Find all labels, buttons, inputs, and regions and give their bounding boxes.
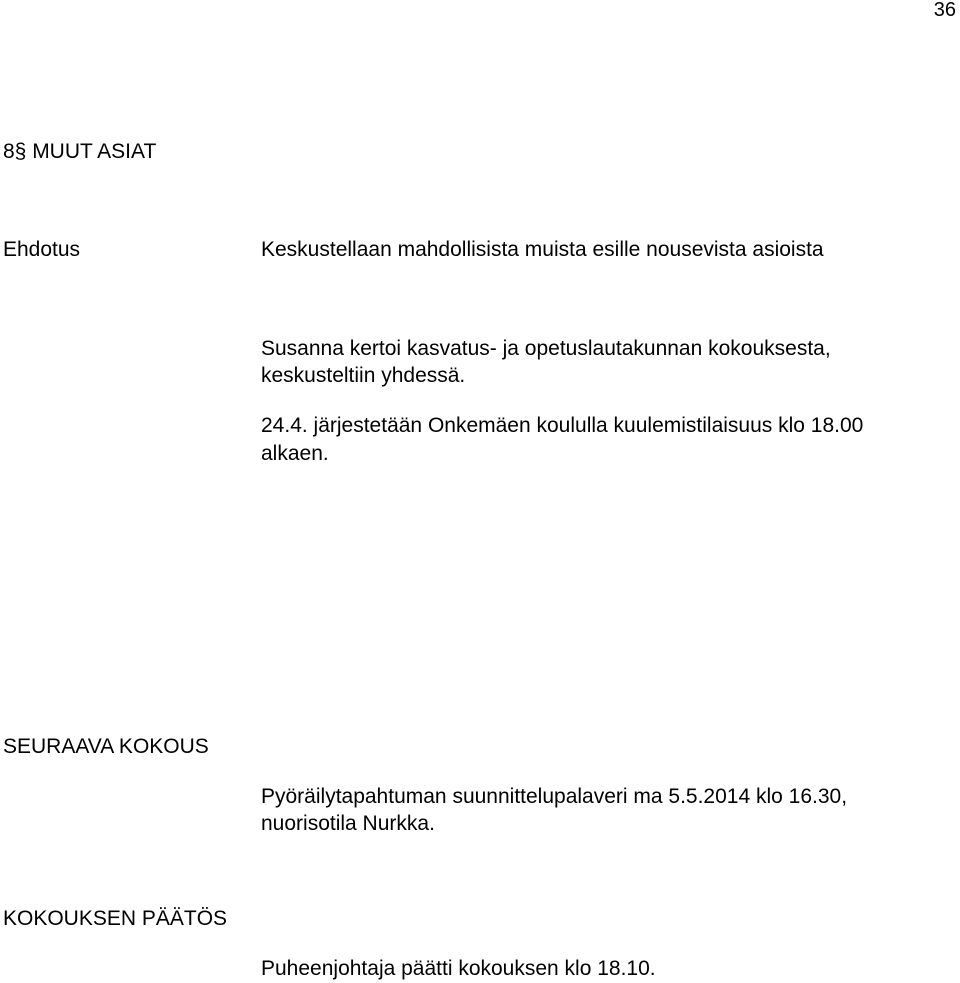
closing-text: Puheenjohtaja päätti kokouksen klo 18.10. <box>261 957 656 980</box>
paragraph-2-line-1: 24.4. järjestetään Onkemäen koululla kuulemistilaisuus klo 18.00 <box>261 414 864 437</box>
section-title: 8§ MUUT ASIAT <box>3 140 157 163</box>
proposal-text: Keskustellaan mahdollisista muista esille nousevista asioista <box>261 238 824 261</box>
paragraph-2-line-2: alkaen. <box>261 442 329 465</box>
paragraph-1-line-2: keskusteltiin yhdessä. <box>261 364 466 387</box>
page-number: 36 <box>933 0 956 21</box>
next-meeting-line-1: Pyöräilytapahtuman suunnittelupalaveri ma 5.5.2014 klo 16.30, <box>261 785 848 808</box>
next-meeting-label: SEURAAVA KOKOUS <box>3 735 209 758</box>
next-meeting-line-2: nuorisotila Nurkka. <box>261 812 435 835</box>
proposal-label: Ehdotus <box>3 238 81 261</box>
closing-label: KOKOUKSEN PÄÄTÖS <box>3 907 228 930</box>
paragraph-1-line-1: Susanna kertoi kasvatus- ja opetuslautakunnan kokouksesta, <box>261 337 831 360</box>
